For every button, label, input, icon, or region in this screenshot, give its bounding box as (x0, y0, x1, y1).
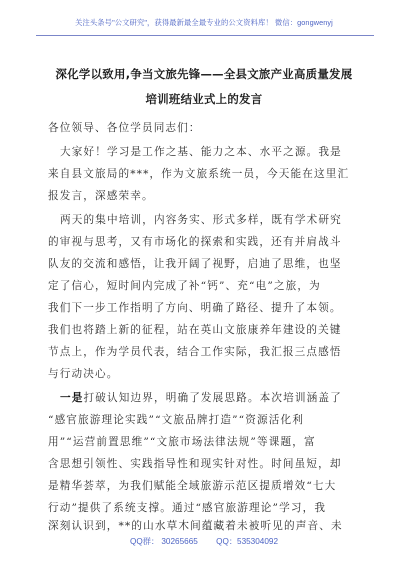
paragraph-line: 用”“运营前置思维”“文旅市场法律法规”等课题，富 (48, 436, 316, 448)
paragraph-line: 深刻认识到，**的山水草木间蕴藏着未被听见的声音、未 (48, 520, 343, 532)
paragraph-line: “感官旅游理论实践”“文旅品牌打造”“资源活化利 (48, 414, 304, 426)
paragraph-line: 报发言，深感荣幸。 (48, 190, 154, 202)
point-one-lead: 一是 (60, 392, 84, 404)
header-banner: 关注头条号"公文研究"，获得最新最全最专业的公文资料库！ 微信：gongwenyj (75, 18, 333, 27)
footer-qq-group: QQ群： 30265665 (129, 537, 198, 546)
paragraph-line: 两天的集中培训，内容务实、形式多样，既有学术研究 (60, 214, 342, 226)
document-title-line-1: 深化学以致用,争当文旅先锋——全县文旅产业高质量发展 (55, 67, 353, 81)
paragraph-line: 定了信心，短时间内完成了补“钙”、充“电”之旅，为 (48, 280, 321, 292)
paragraph-line: 是精华荟萃，为我们赋能全域旅游示范区提质增效“七大 (48, 480, 337, 492)
salutation: 各位领导、各位学员同志们： (48, 122, 201, 134)
footer-qq: QQ：535304092 (216, 537, 278, 546)
paragraph-line: 来自县文旅局的***，作为文旅系统一员，今天能在这里汇 (48, 168, 350, 180)
paragraph-line: 节点上，作为学员代表，结合工作实际，我汇报三点感悟 (48, 346, 342, 358)
point-one-text: 打破认知边界，明确了发展思路。本次培训涵盖了 (83, 392, 342, 404)
paragraph-line: 大家好！学习是工作之基、能力之本、水平之源。我是 (60, 146, 342, 158)
paragraph-line: 我们下一步工作指明了方向、明确了路径、提升了本领。 (48, 302, 342, 314)
paragraph-line: 行动”提供了系统支撑。通过“感官旅游理论”学习，我 (48, 502, 327, 514)
header-divider (36, 35, 374, 36)
paragraph-line: 队友的交流和感悟，让我开阔了视野，启迪了思维，也坚 (48, 258, 342, 270)
paragraph-line: 我们也将踏上新的征程，站在英山文旅康养年建设的关键 (48, 324, 342, 336)
paragraph-line-lead (60, 390, 380, 405)
paragraph-line: 与行动决心。 (48, 368, 119, 380)
paragraph-line: 含思想引领性、实践指导性和现实针对性。时间虽短，却 (48, 458, 342, 470)
paragraph-line: 的审视与思考，又有市场化的探索和实践，还有并肩战斗 (48, 236, 342, 248)
footer-contact (0, 536, 408, 547)
document-title-line-2: 培训班结业式上的发言 (145, 92, 263, 106)
